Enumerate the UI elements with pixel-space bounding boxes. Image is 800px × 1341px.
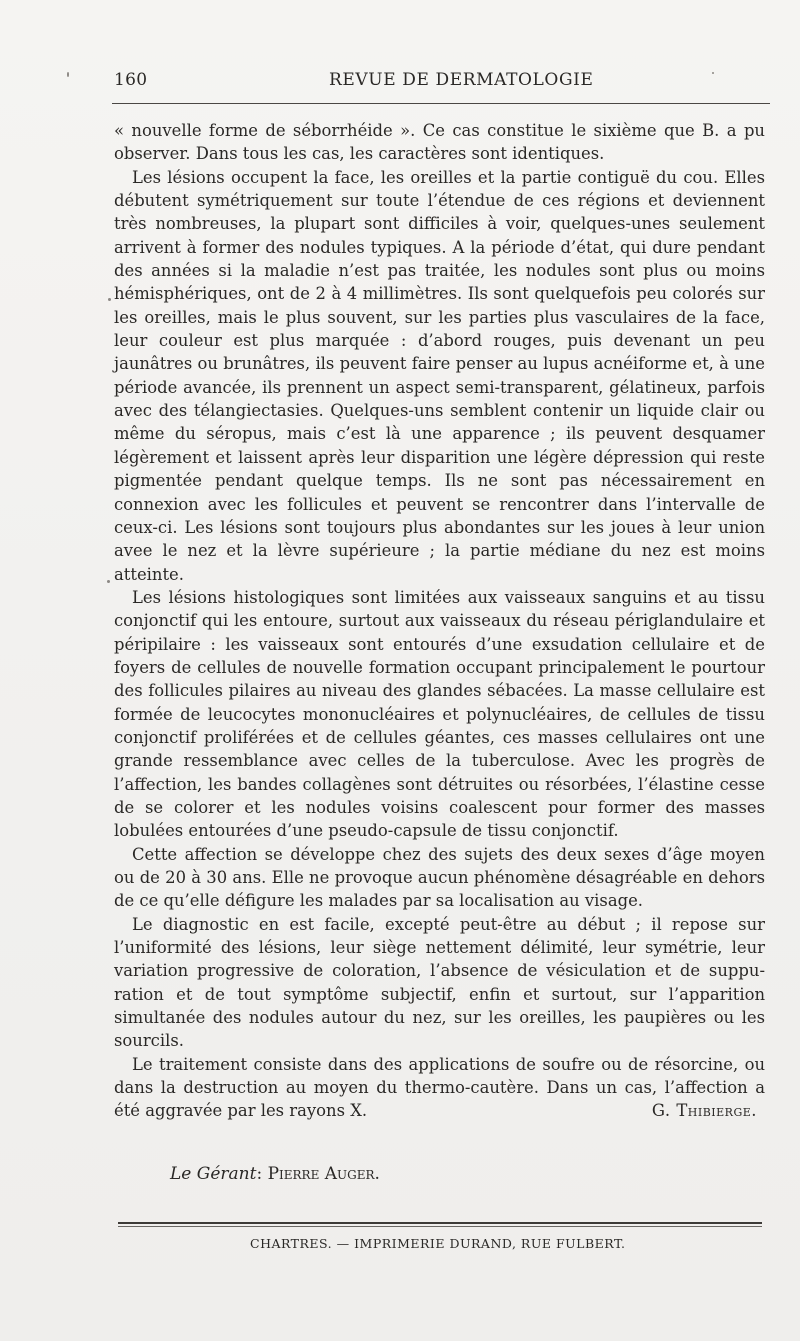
article-body: [114, 119, 765, 1123]
print-speck: [107, 580, 110, 583]
print-speck: [712, 72, 714, 74]
author-signature: G. Thibierge.: [651, 1101, 757, 1121]
running-title: REVUE DE DERMATOLOGIE: [329, 70, 594, 90]
footer-rule-thin: [118, 1226, 762, 1227]
paragraph-6-text: Le traitement consiste dans des applications de soufre ou de résorcine, ou dans la destruction au moyen du thermo-cautère. Dans un cas, l’affection a été aggravée par les rayons X.: [114, 1054, 765, 1121]
paragraph-4: Cette affection se développe chez des sujets des deux sexes d’âge moyen ou de 20 à 30 ans. Elle ne provoque aucun phénomène désagréable en dehors de ce qu’elle défigure les malades par sa localisation au visage.: [114, 844, 765, 911]
paragraph-2: Les lésions occupent la face, les oreilles et la partie contiguë du cou. Elles débutent symétriquement sur toute l’étendue de ces régions et deviennent très nombreuses, la plupart sont difficiles à voir, quelques-unes seulement arrivent à former des nodules typiques. A la période d’état, qui dure pendant des années si la maladie n’est pas traitée, les nodules sont plus ou moins hémisphériques, ont de 2 à 4 millimètres. Ils sont quelquefois peu colorés sur les oreilles, mais le plus souvent, sur les parties plus vasculaires de la face, leur couleur est plus marquée : d’abord rouges, puis devenant un peu jaunâtres ou brunâtres, ils peuvent faire penser au lupus acnéiforme et, à une période avancée, ils prennent un aspect semi-transparent, gélatineux, parfois avec des télangiectasies. Quelques-uns semblent contenir un liquide clair ou même du séropus, mais c’est là une apparence ; ils peuvent desquamer légèrement et laissent après leur disparition une légère dépression qui reste pigmentée pendant quelque temps. Ils ne sont pas nécessairement en connexion avec les follicules et peuvent se rencontrer dans l’intervalle de ceux-ci. Les lésions sont toujours plus abondantes sur les joues à leur union avee le nez et la lèvre supérieure ; la partie médiane du nez est moins atteinte.: [114, 167, 765, 584]
footer-rule-thick: [118, 1222, 762, 1224]
gerant-line: [170, 1164, 380, 1184]
print-speck: [67, 72, 69, 77]
paragraph-6: [114, 1053, 765, 1123]
page-header: [114, 70, 770, 96]
gerant-label: Le Gérant: [170, 1164, 257, 1184]
gerant-separator: :: [256, 1164, 263, 1184]
header-rule: [112, 103, 770, 104]
gerant-name: Pierre Auger.: [267, 1164, 380, 1184]
printer-imprint: CHARTRES. — IMPRIMERIE DURAND, RUE FULBERT.: [250, 1236, 626, 1251]
page-number: 160: [114, 70, 148, 90]
print-speck: [108, 298, 111, 301]
paragraph-1: « nouvelle forme de séborrhéide ». Ce cas constitue le sixième que B. a pu observer. Dans tous les cas, les caractères sont identiques.: [114, 121, 765, 164]
paragraph-5: Le diagnostic en est facile, excepté peut-être au début ; il repose sur l’uniformité des lésions, leur siège nettement délimité, leur symétrie, leur variation progressive de coloration, l’absence de vésiculation et de suppuration et de tout symptôme subjectif, enfin et surtout, sur l’apparition simultanée des nodules autour du nez, sur les oreilles, les paupières ou les sourcils.: [114, 914, 765, 1051]
paragraph-3: Les lésions histologiques sont limitées aux vaisseaux sanguins et au tissu conjonctif qui les entoure, surtout aux vaisseaux du réseau périglandulaire et péripilaire : les vaisseaux sont entourés d’une exsudation cellulaire et de foyers de cellules de nouvelle formation occupant principalement le pourtour des follicules pilaires au niveau des glandes sébacées. La masse cellulaire est formée de leucocytes mononucléaires et polynucléaires, de cellules de tissu conjonctif proliférées et de cellules géantes, ces masses cellulaires ont une grande ressemblance avec celles de la tuberculose. Avec les progrès de l’affection, les bandes collagènes sont détruites ou résorbées, l’élastine cesse de se colorer et les nodules voisins coalescent pour former des masses lobulées entourées d’une pseudo-capsule de tissu conjonctif.: [114, 587, 765, 841]
